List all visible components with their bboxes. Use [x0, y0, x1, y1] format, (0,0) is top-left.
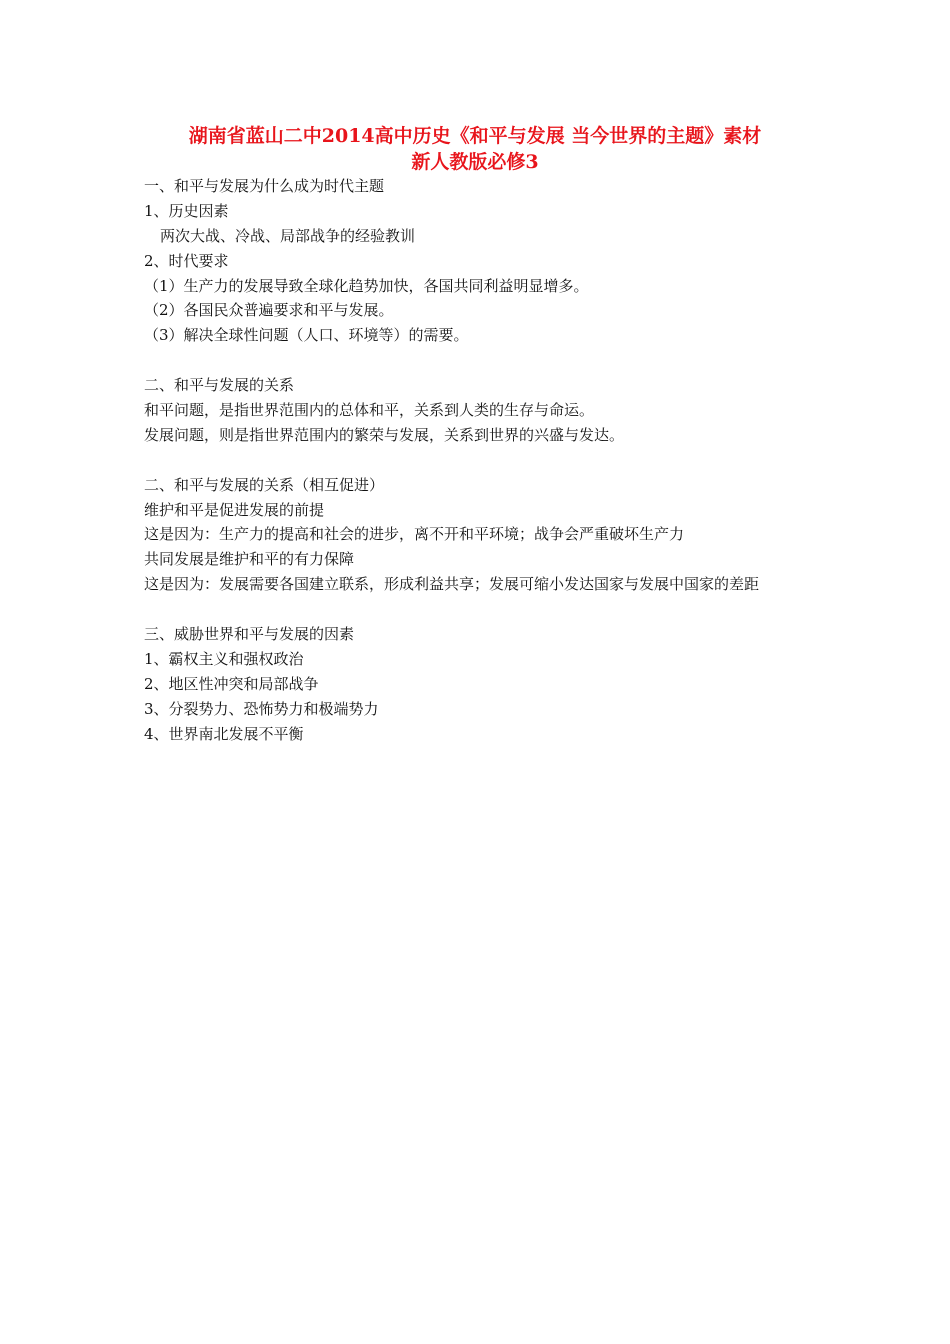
section4-item1: 1、霸权主义和强权政治 [144, 649, 304, 668]
section3-line2: 这是因为：生产力的提高和社会的进步，离不开和平环境；战争会严重破坏生产力 [144, 525, 685, 544]
section1-item3: （3）解决全球性问题（人口、环境等）的需要。 [144, 326, 469, 345]
section3-line4: 这是因为：发展需要各国建立联系，形成利益共享；发展可缩小发达国家与发展中国家的差距 [144, 575, 760, 594]
section3-line3: 共同发展是维护和平的有力保障 [144, 550, 355, 569]
section1-heading: 一、和平与发展为什么成为时代主题 [144, 177, 385, 195]
section4-heading: 三、威胁世界和平与发展的因素 [144, 625, 355, 644]
section3-line1: 维护和平是促进发展的前提 [144, 500, 325, 519]
section1-sub1-text: 两次大战、冷战、局部战争的经验教训 [160, 226, 416, 245]
spacer [144, 448, 814, 473]
section1-item2: （2）各国民众普遍要求和平与发展。 [144, 301, 394, 320]
section2-line2: 发展问题，则是指世界范围内的繁荣与发展，关系到世界的兴盛与发达。 [144, 425, 625, 444]
document-title-line2: 新人教版必修3 [411, 151, 539, 173]
section2-heading: 二、和平与发展的关系 [144, 376, 295, 395]
section4-item2: 2、地区性冲突和局部战争 [144, 674, 319, 693]
section4-item4: 4、世界南北发展不平衡 [144, 724, 304, 743]
spacer [144, 348, 814, 373]
section1-sub1: 1、历史因素 [144, 201, 229, 220]
document-title-line1: 湖南省蓝山二中2014高中历史《和平与发展 当今世界的主题》素材 [188, 125, 762, 147]
document-body [144, 174, 814, 747]
section2-line1: 和平问题，是指世界范围内的总体和平，关系到人类的生存与命运。 [144, 401, 595, 420]
section3-heading: 二、和平与发展的关系（相互促进） [144, 475, 385, 494]
section1-item1: （1）生产力的发展导致全球化趋势加快，各国共同利益明显增多。 [144, 276, 589, 295]
spacer [144, 597, 814, 622]
section4-item3: 3、分裂势力、恐怖势力和极端势力 [144, 699, 379, 718]
section1-sub2: 2、时代要求 [144, 251, 229, 270]
